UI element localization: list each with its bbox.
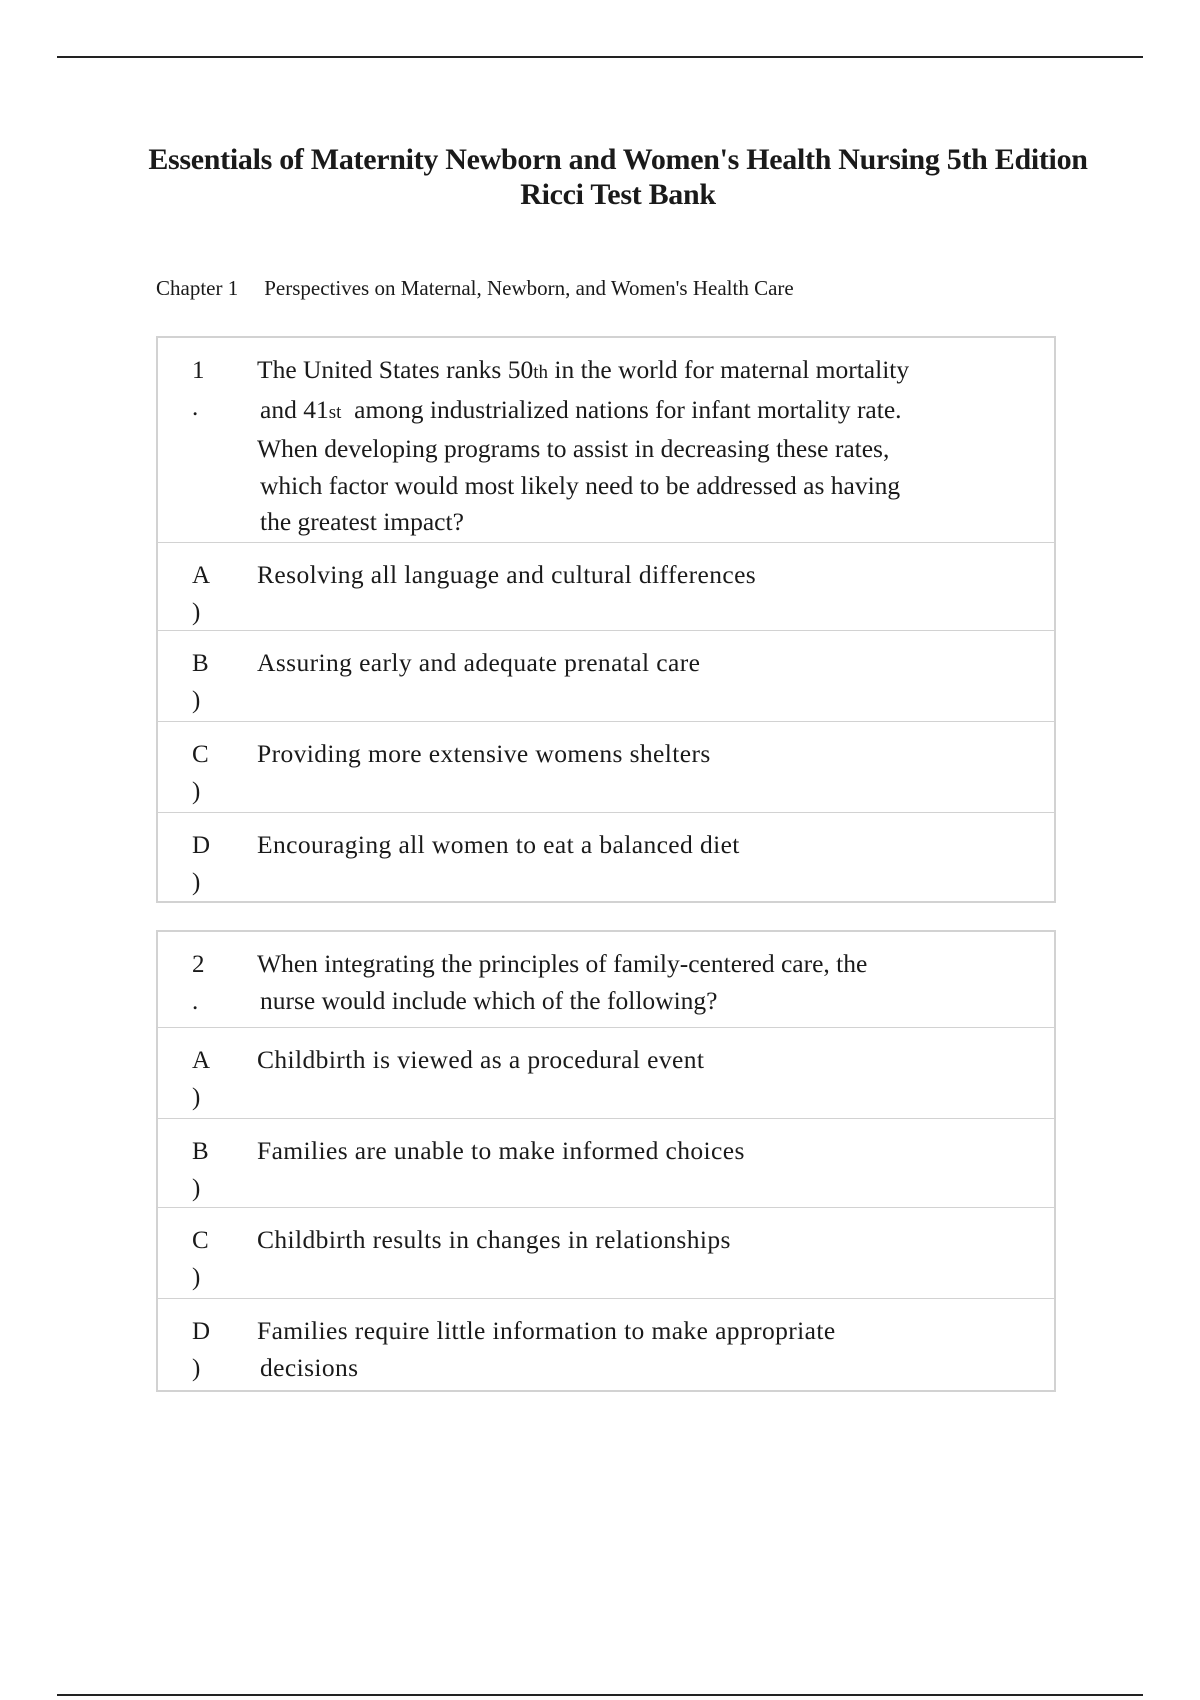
title-line-1: Essentials of Maternity Newborn and Women's Health Nursing 5th Edition <box>148 143 1088 176</box>
option-label: B ) <box>192 650 209 714</box>
question-1-table <box>156 336 1056 903</box>
question-2-option-a <box>158 1027 1054 1118</box>
option-label: B ) <box>192 1138 209 1202</box>
chapter-title: Perspectives on Maternal, Newborn, and Women's Health Care <box>264 276 794 300</box>
question-2-option-b <box>158 1118 1054 1207</box>
question-1-option-d <box>158 812 1054 901</box>
question-2-option-d <box>158 1298 1054 1390</box>
option-label: C ) <box>192 741 209 805</box>
question-1-option-b <box>158 630 1054 721</box>
chapter-number: Chapter 1 <box>156 276 239 300</box>
question-1-stem-row <box>158 338 1054 542</box>
option-text: Families require little information to make appropriate decisions <box>257 1316 836 1382</box>
option-label: A ) <box>192 562 211 626</box>
question-2-table <box>156 930 1056 1392</box>
option-label: A ) <box>192 1047 211 1111</box>
question-1-number: 1 . <box>192 357 205 421</box>
bottom-rule <box>57 1694 1143 1696</box>
top-rule <box>57 56 1143 58</box>
option-label: D ) <box>192 832 211 896</box>
option-text: Childbirth results in changes in relationships <box>257 1225 731 1254</box>
title-line-2: Ricci Test Bank <box>520 178 716 211</box>
option-text: Childbirth is viewed as a procedural event <box>257 1045 705 1074</box>
question-1-option-a <box>158 542 1054 630</box>
option-text: Encouraging all women to eat a balanced diet <box>257 830 740 859</box>
question-2-stem: When integrating the principles of family-centered care, the nurse would include which of the following? <box>257 949 868 1015</box>
chapter-heading <box>156 275 794 301</box>
question-2-stem-row <box>158 932 1054 1027</box>
question-2-number: 2 . <box>192 951 205 1015</box>
question-1-stem: The United States ranks 50th in the world for maternal mortality and 41st among industrialized nations for infant mortality rate. When developing programs to assist in decreasing these rates, which factor would most likely need to be addressed as having the greatest impact? <box>257 355 910 536</box>
question-2-option-c <box>158 1207 1054 1298</box>
option-text: Families are unable to make informed choices <box>257 1136 745 1165</box>
option-text: Assuring early and adequate prenatal care <box>257 648 701 677</box>
option-label: D ) <box>192 1318 211 1382</box>
option-text: Providing more extensive womens shelters <box>257 739 711 768</box>
option-label: C ) <box>192 1227 209 1291</box>
document-title <box>0 142 1200 212</box>
question-1-option-c <box>158 721 1054 812</box>
option-text: Resolving all language and cultural differences <box>257 560 757 589</box>
